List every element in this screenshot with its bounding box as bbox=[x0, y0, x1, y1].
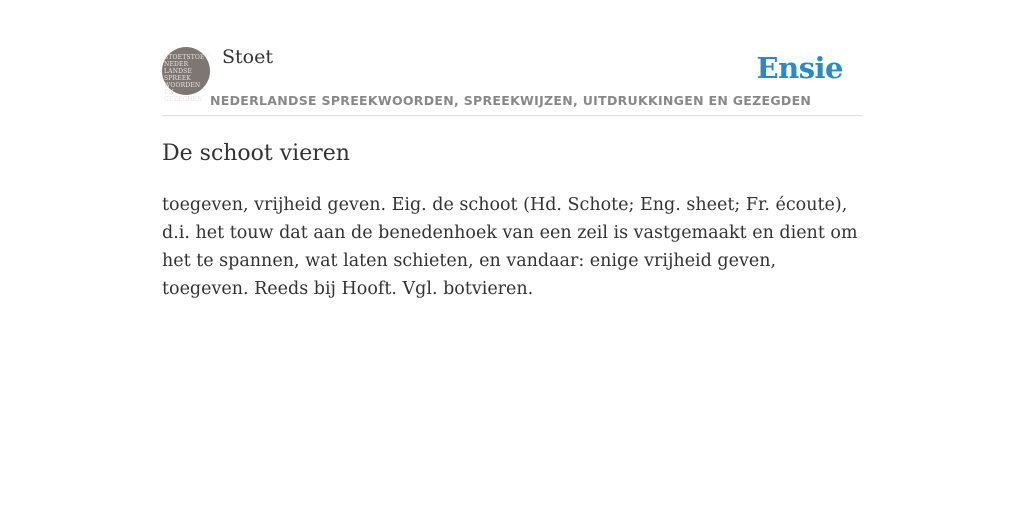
author-avatar[interactable] bbox=[162, 47, 210, 103]
source-subtitle[interactable]: NEDERLANDSE SPREEKWOORDEN, SPREEKWIJZEN, UITDRUKKINGEN EN GEZEGDEN bbox=[210, 93, 812, 108]
entry-definition: toegeven, vrijheid geven. Eig. de schoot (Hd. Schote; Eng. sheet; Fr. écoute), d.i. het touw dat aan de benedenhoek van een zeil is vastgemaakt en dient om het te spannen, wat laten schieten, en vandaar: enige vrijheid geven, toegeven. Reeds bij Hooft. Vgl. botvieren. bbox=[162, 195, 858, 299]
header bbox=[162, 0, 862, 116]
page-container bbox=[162, 0, 862, 303]
author-name[interactable]: Stoet bbox=[222, 46, 273, 68]
entry-title: De schoot vieren bbox=[162, 141, 350, 166]
brand-logo[interactable]: Ensie bbox=[756, 51, 843, 85]
avatar-logo-text: STOETSTOET NEDER LANDSE SPREEK WOORDEN EN GEZEGDEN bbox=[164, 54, 209, 103]
